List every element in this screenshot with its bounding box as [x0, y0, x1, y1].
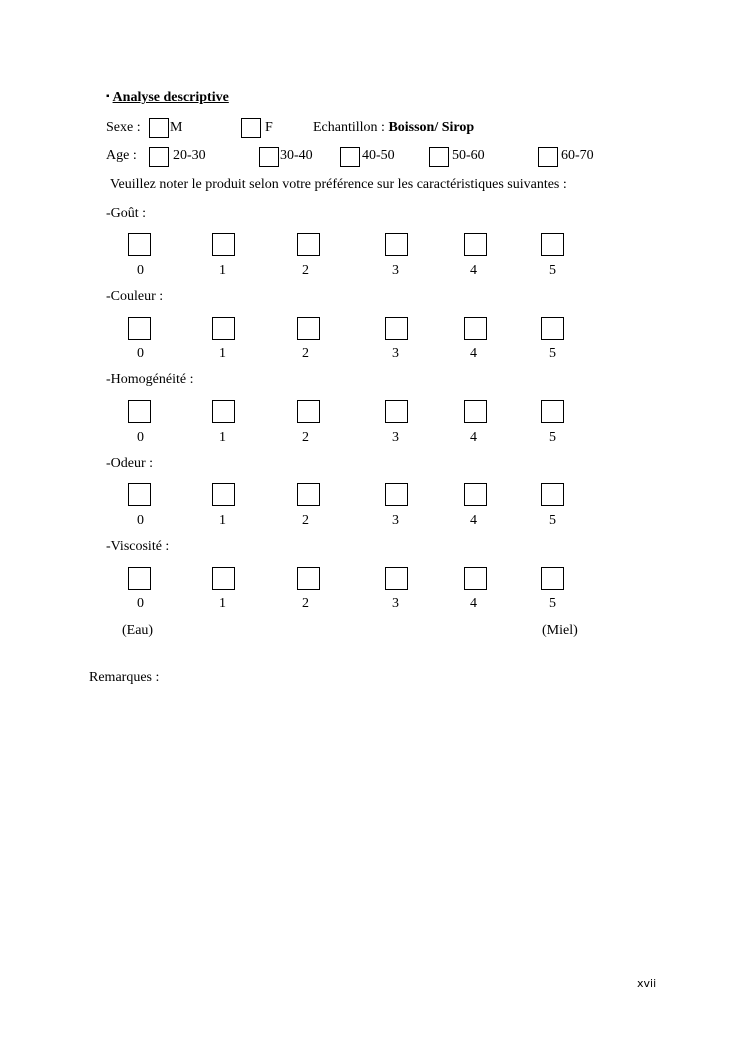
section-heading [106, 90, 229, 107]
rating-checkbox-2[interactable] [297, 483, 320, 506]
rating-checkbox-1[interactable] [212, 317, 235, 340]
rating-checkbox-2[interactable] [297, 317, 320, 340]
scale-value-2: 2 [302, 596, 309, 611]
scale-value-3: 3 [392, 430, 399, 445]
rating-checkbox-3[interactable] [385, 317, 408, 340]
scale-value-2: 2 [302, 346, 309, 361]
age-50-60-checkbox[interactable] [429, 147, 449, 167]
rating-checkbox-5[interactable] [541, 233, 564, 256]
scale-value-3: 3 [392, 263, 399, 278]
characteristic-label: -Odeur : [106, 456, 154, 471]
rating-checkbox-0[interactable] [128, 317, 151, 340]
scale-value-3: 3 [392, 513, 399, 528]
bullet-icon: ▪ [106, 91, 110, 102]
scale-value-2: 2 [302, 263, 309, 278]
rating-checkbox-1[interactable] [212, 567, 235, 590]
age-30-40-checkbox[interactable] [259, 147, 279, 167]
rating-checkbox-4[interactable] [464, 567, 487, 590]
echantillon-value: Boisson/ Sirop [388, 120, 475, 135]
rating-checkbox-4[interactable] [464, 233, 487, 256]
age-40-50-label: 40-50 [362, 148, 395, 163]
scale-value-0: 0 [137, 430, 144, 445]
rating-checkbox-1[interactable] [212, 400, 235, 423]
scale-value-1: 1 [219, 596, 226, 611]
scale-value-5: 5 [549, 513, 556, 528]
rating-checkbox-1[interactable] [212, 483, 235, 506]
characteristic-label: -Viscosité : [106, 539, 170, 554]
rating-checkbox-5[interactable] [541, 400, 564, 423]
scale-value-5: 5 [549, 263, 556, 278]
scale-value-1: 1 [219, 430, 226, 445]
age-20-30-label: 20-30 [173, 148, 206, 163]
age-30-40-label: 30-40 [280, 148, 313, 163]
scale-value-0: 0 [137, 346, 144, 361]
rating-checkbox-0[interactable] [128, 400, 151, 423]
scale-value-4: 4 [470, 513, 477, 528]
sexe-f-checkbox[interactable] [241, 118, 261, 138]
characteristic-label: -Couleur : [106, 289, 164, 304]
scale-value-5: 5 [549, 346, 556, 361]
rating-checkbox-1[interactable] [212, 233, 235, 256]
rating-checkbox-4[interactable] [464, 483, 487, 506]
sexe-m-checkbox[interactable] [149, 118, 169, 138]
page-number: xvii [637, 977, 657, 990]
rating-checkbox-5[interactable] [541, 483, 564, 506]
scale-value-2: 2 [302, 430, 309, 445]
rating-checkbox-3[interactable] [385, 567, 408, 590]
scale-value-3: 3 [392, 346, 399, 361]
scale-value-5: 5 [549, 430, 556, 445]
rating-checkbox-2[interactable] [297, 233, 320, 256]
age-60-70-label: 60-70 [561, 148, 594, 163]
age-50-60-label: 50-60 [452, 148, 485, 163]
rating-checkbox-0[interactable] [128, 567, 151, 590]
scale-value-4: 4 [470, 430, 477, 445]
rating-checkbox-2[interactable] [297, 400, 320, 423]
scale-anchor-low: (Eau) [122, 623, 154, 638]
scale-value-3: 3 [392, 596, 399, 611]
scale-value-0: 0 [137, 513, 144, 528]
sexe-f-label: F [265, 120, 273, 135]
age-label: Age : [106, 148, 137, 163]
scale-value-0: 0 [137, 596, 144, 611]
characteristic-label: -Goût : [106, 206, 147, 221]
sexe-m-label: M [170, 120, 183, 135]
scale-value-1: 1 [219, 513, 226, 528]
age-20-30-checkbox[interactable] [149, 147, 169, 167]
rating-checkbox-0[interactable] [128, 233, 151, 256]
rating-checkbox-2[interactable] [297, 567, 320, 590]
rating-checkbox-3[interactable] [385, 233, 408, 256]
scale-value-0: 0 [137, 263, 144, 278]
scale-value-1: 1 [219, 263, 226, 278]
rating-checkbox-5[interactable] [541, 567, 564, 590]
rating-checkbox-3[interactable] [385, 400, 408, 423]
scale-value-4: 4 [470, 596, 477, 611]
echantillon-line [313, 120, 474, 136]
sexe-label: Sexe : [106, 120, 141, 135]
rating-checkbox-3[interactable] [385, 483, 408, 506]
section-title: Analyse descriptive [112, 90, 229, 105]
scale-value-4: 4 [470, 263, 477, 278]
scale-value-5: 5 [549, 596, 556, 611]
scale-value-1: 1 [219, 346, 226, 361]
echantillon-label: Echantillon : [313, 120, 385, 135]
rating-checkbox-4[interactable] [464, 317, 487, 340]
scale-value-4: 4 [470, 346, 477, 361]
rating-checkbox-5[interactable] [541, 317, 564, 340]
scale-value-2: 2 [302, 513, 309, 528]
remarks-label: Remarques : [89, 670, 160, 685]
age-60-70-checkbox[interactable] [538, 147, 558, 167]
age-40-50-checkbox[interactable] [340, 147, 360, 167]
instruction-text: Veuillez noter le produit selon votre préférence sur les caractéristiques suivantes : [110, 177, 567, 192]
rating-checkbox-4[interactable] [464, 400, 487, 423]
scale-anchor-high: (Miel) [542, 623, 578, 638]
characteristic-label: -Homogénéité : [106, 372, 194, 387]
rating-checkbox-0[interactable] [128, 483, 151, 506]
